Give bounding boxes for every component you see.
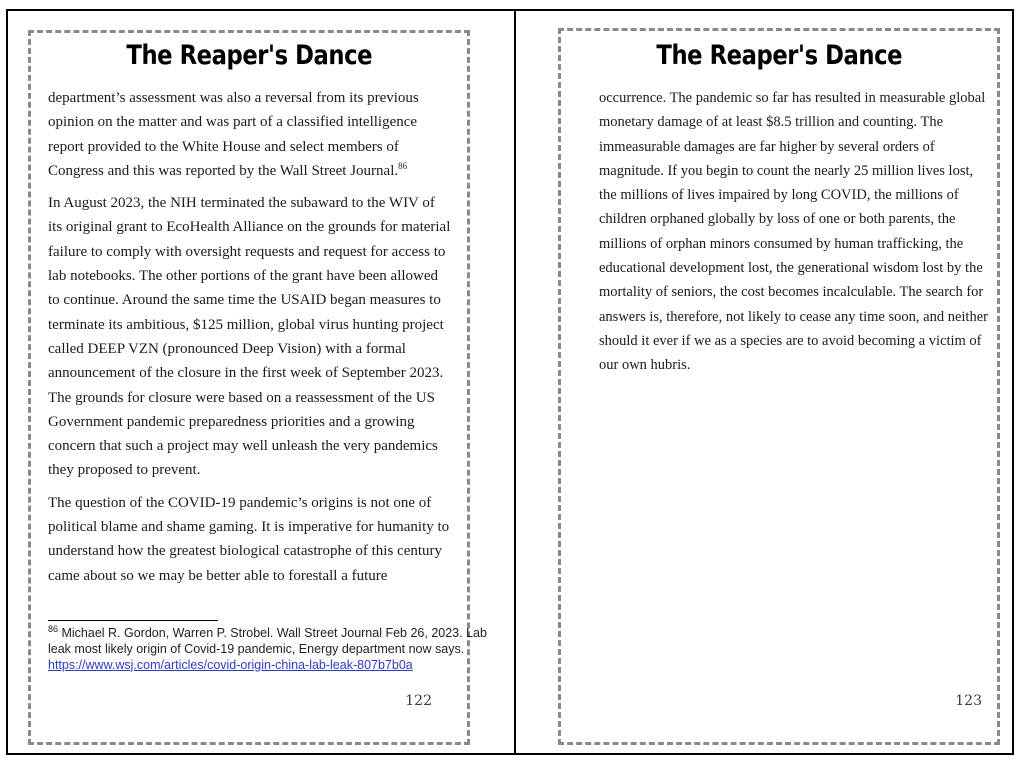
left-page-title-text: The Reaper's Dance (126, 40, 372, 71)
text-line: In August 2023, the NIH terminated the subaward to the WIV of (48, 195, 435, 212)
right-page-title (558, 40, 1000, 71)
text-line: failure to comply with oversight requests and request for access to (48, 243, 446, 260)
text-line: immeasurable damages are far higher by several orders of (599, 138, 935, 155)
text-line: magnitude. If you begin to count the nearly 25 million lives lost, (599, 162, 974, 179)
text-line: mortality of seniors, the cost becomes incalculable. The search for (599, 284, 984, 301)
text-line: political blame and shame gaming. It is imperative for humanity to (48, 519, 450, 536)
right-page-body (599, 86, 988, 386)
text-line: Congress and this was reported by the Wall Street Journal.$^{86}$ (48, 160, 408, 179)
right-page-title-text: The Reaper's Dance (656, 40, 902, 71)
text-line: they proposed to prevent. (48, 462, 201, 479)
text-line: our own hubris. (599, 357, 691, 374)
footnote (48, 623, 487, 673)
paragraph (48, 491, 450, 588)
text-line: educational development lost, the generational wisdom lost by the (599, 260, 983, 277)
text-line: terminate its ambitious, $125 million, global virus hunting project (48, 316, 444, 333)
text-line: department’s assessment was also a reversal from its previous (48, 90, 419, 106)
footnote-text (48, 623, 487, 658)
footnote-link[interactable]: https://www.wsj.com/articles/covid-origin-china-lab-leak-807b7b0a (48, 657, 413, 672)
text-line: understand how the greatest biological catastrophe of this century (48, 543, 443, 560)
text-line: should it ever if we as a species are to avoid becoming a victim of (599, 332, 982, 349)
text-line: monetary damage of at least $8.5 trillion and counting. The (599, 114, 944, 131)
text-line: millions of orphan minors consumed by human trafficking, the (599, 235, 964, 252)
page-spine-divider (514, 9, 516, 755)
text-line: the millions of lives impaired by long COVID, the millions of (599, 187, 959, 204)
text-line: $^{86}$ Michael R. Gordon, Warren P. Strobel. Wall Street Journal Feb 26, 2023. Lab (48, 623, 487, 640)
text-line: answers is, therefore, not likely to cease any time soon, and neither (599, 308, 988, 325)
text-line: lab notebooks. The other portions of the grant have been allowed (48, 268, 439, 285)
text-line: The grounds for closure were based on a reassessment of the US (48, 389, 435, 406)
text-line: Government pandemic preparedness priorities and a growing (48, 413, 415, 430)
text-line: children orphaned globally by loss of one or both parents, the (599, 211, 956, 228)
text-line: announcement of the closure in the first week of September 2023. (48, 365, 444, 382)
paragraph (599, 86, 988, 378)
left-page-title (28, 40, 470, 71)
text-line: its original grant to EcoHealth Alliance on the grounds for material (48, 219, 451, 236)
text-line: report provided to the White House and select members of (48, 138, 399, 155)
text-line: called DEEP VZN (pronounced Deep Vision) with a formal (48, 340, 406, 357)
text-line: occurrence. The pandemic so far has resulted in measurable global (599, 90, 986, 106)
text-line: to continue. Around the same time the USAID began measures to (48, 292, 441, 309)
text-line: opinion on the matter and was part of a classified intelligence (48, 114, 418, 131)
left-page-body (48, 86, 450, 596)
paragraph (48, 191, 450, 483)
right-page-number: 123 (955, 693, 982, 709)
text-line: The question of the COVID-19 pandemic’s origins is not one of (48, 494, 432, 511)
paragraph (48, 86, 450, 183)
left-page-number: 122 (405, 693, 432, 709)
text-line: leak most likely origin of Covid-19 pandemic, Energy department now says. (48, 641, 465, 656)
footnote-separator (48, 620, 218, 621)
text-line: concern that such a project may well unleash the very pandemics (48, 438, 438, 455)
text-line: came about so we may be better able to forestall a future (48, 567, 388, 584)
